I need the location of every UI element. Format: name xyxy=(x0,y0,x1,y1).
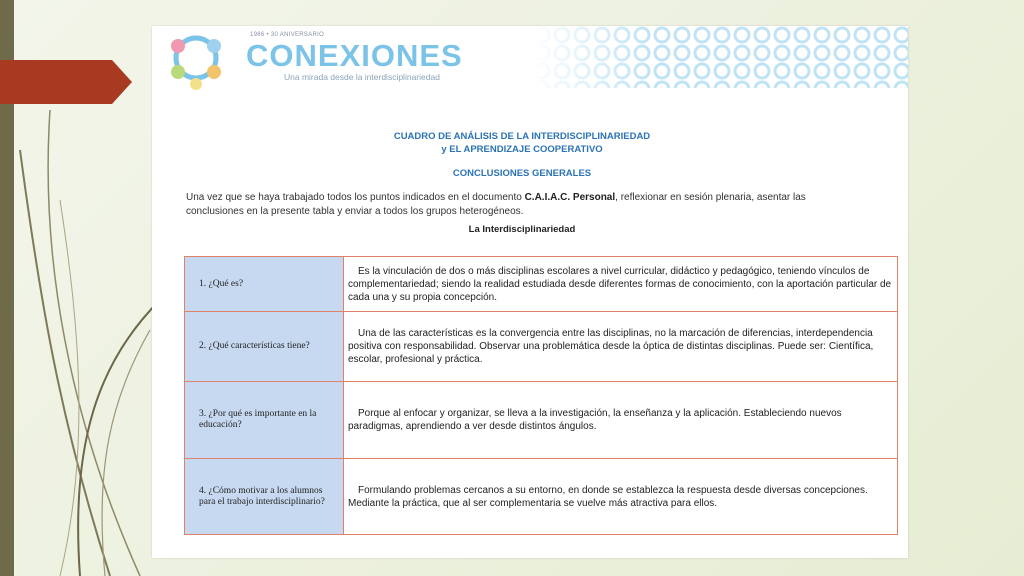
answer-text: Porque al enfocar y organizar, se lleva a la investigación, la enseñanza y la aplicación. Estableciendo nuevos paradigmas, aprendiendo a ver desde distintos ángulos. xyxy=(348,408,842,432)
intro-paragraph xyxy=(186,191,866,219)
analysis-table xyxy=(184,256,898,535)
document-subtitle: CONCLUSIONES GENERALES xyxy=(452,168,592,179)
intro-text-start: Una vez que se haya trabajado todos los puntos indicados en el documento xyxy=(186,192,525,203)
question-number: 4. xyxy=(199,485,207,496)
question-text: ¿Por qué es importante en la educación? xyxy=(199,409,317,430)
table-row xyxy=(185,382,898,459)
question-number: 3. xyxy=(199,409,207,419)
question-text: ¿Qué características tiene? xyxy=(208,341,310,351)
question-cell xyxy=(185,312,344,382)
question-number: 1. xyxy=(199,278,207,289)
question-text: ¿Cómo motivar a los alumnos para el trabajo interdisciplinario? xyxy=(199,485,325,507)
question-cell xyxy=(185,257,344,312)
intro-text-bold: C.A.I.A.C. Personal xyxy=(524,192,616,203)
table-row xyxy=(185,257,898,312)
question-cell xyxy=(185,382,344,459)
answer-text: Una de las características es la convergencia entre las disciplinas, no la marcación de diferencias, interdependencia positiva con responsabilidad. Observar una problemática desde la óptica de distintas disciplinas. Puede ser: Científica, escolar, profesional y práctica. xyxy=(348,328,874,365)
section-title: La Interdisciplinariedad xyxy=(468,224,576,235)
intro-text-end: , reflexionar en sesión plenaria, asentar las conclusiones en la presente tabla y enviar a todos los grupos heterogéneos. xyxy=(186,192,806,217)
question-number: 2. xyxy=(199,341,207,351)
table-row xyxy=(185,312,898,382)
logo-title: CONEXIONES xyxy=(246,38,463,73)
logo-anniversary-text: 1986 • 30 ANIVERSARIO xyxy=(250,32,325,38)
answer-cell xyxy=(344,312,898,382)
answer-cell xyxy=(344,459,898,535)
document-title-line2: y EL APRENDIZAJE COOPERATIVO xyxy=(441,144,603,155)
question-text: ¿Qué es? xyxy=(208,278,244,289)
answer-text: Es la vinculación de dos o más disciplinas escolares a nivel curricular, didáctico y pedagógico, teniendo vínculos de complementariedad; siendo la realidad estudiada desde diferentes formas de conocimiento, con la aportación particular de cada una y su propia concepción. xyxy=(348,265,892,303)
table-row xyxy=(185,459,898,535)
document-title-line1: CUADRO DE ANÁLISIS DE LA INTERDISCIPLINARIEDAD xyxy=(393,131,651,142)
question-cell xyxy=(185,459,344,535)
answer-text: Formulando problemas cercanos a su entorno, en donde se establezca la respuesta desde diversas concepciones. Mediante la práctica, que al ser complementaria se vuelve más atractiva para ellos. xyxy=(348,484,868,509)
answer-cell xyxy=(344,257,898,312)
answer-cell xyxy=(344,382,898,459)
logo-emblem-icon xyxy=(171,38,221,90)
logo-subtitle: Una mirada desde la interdisciplinariedad xyxy=(284,72,440,82)
document-page xyxy=(152,26,908,558)
